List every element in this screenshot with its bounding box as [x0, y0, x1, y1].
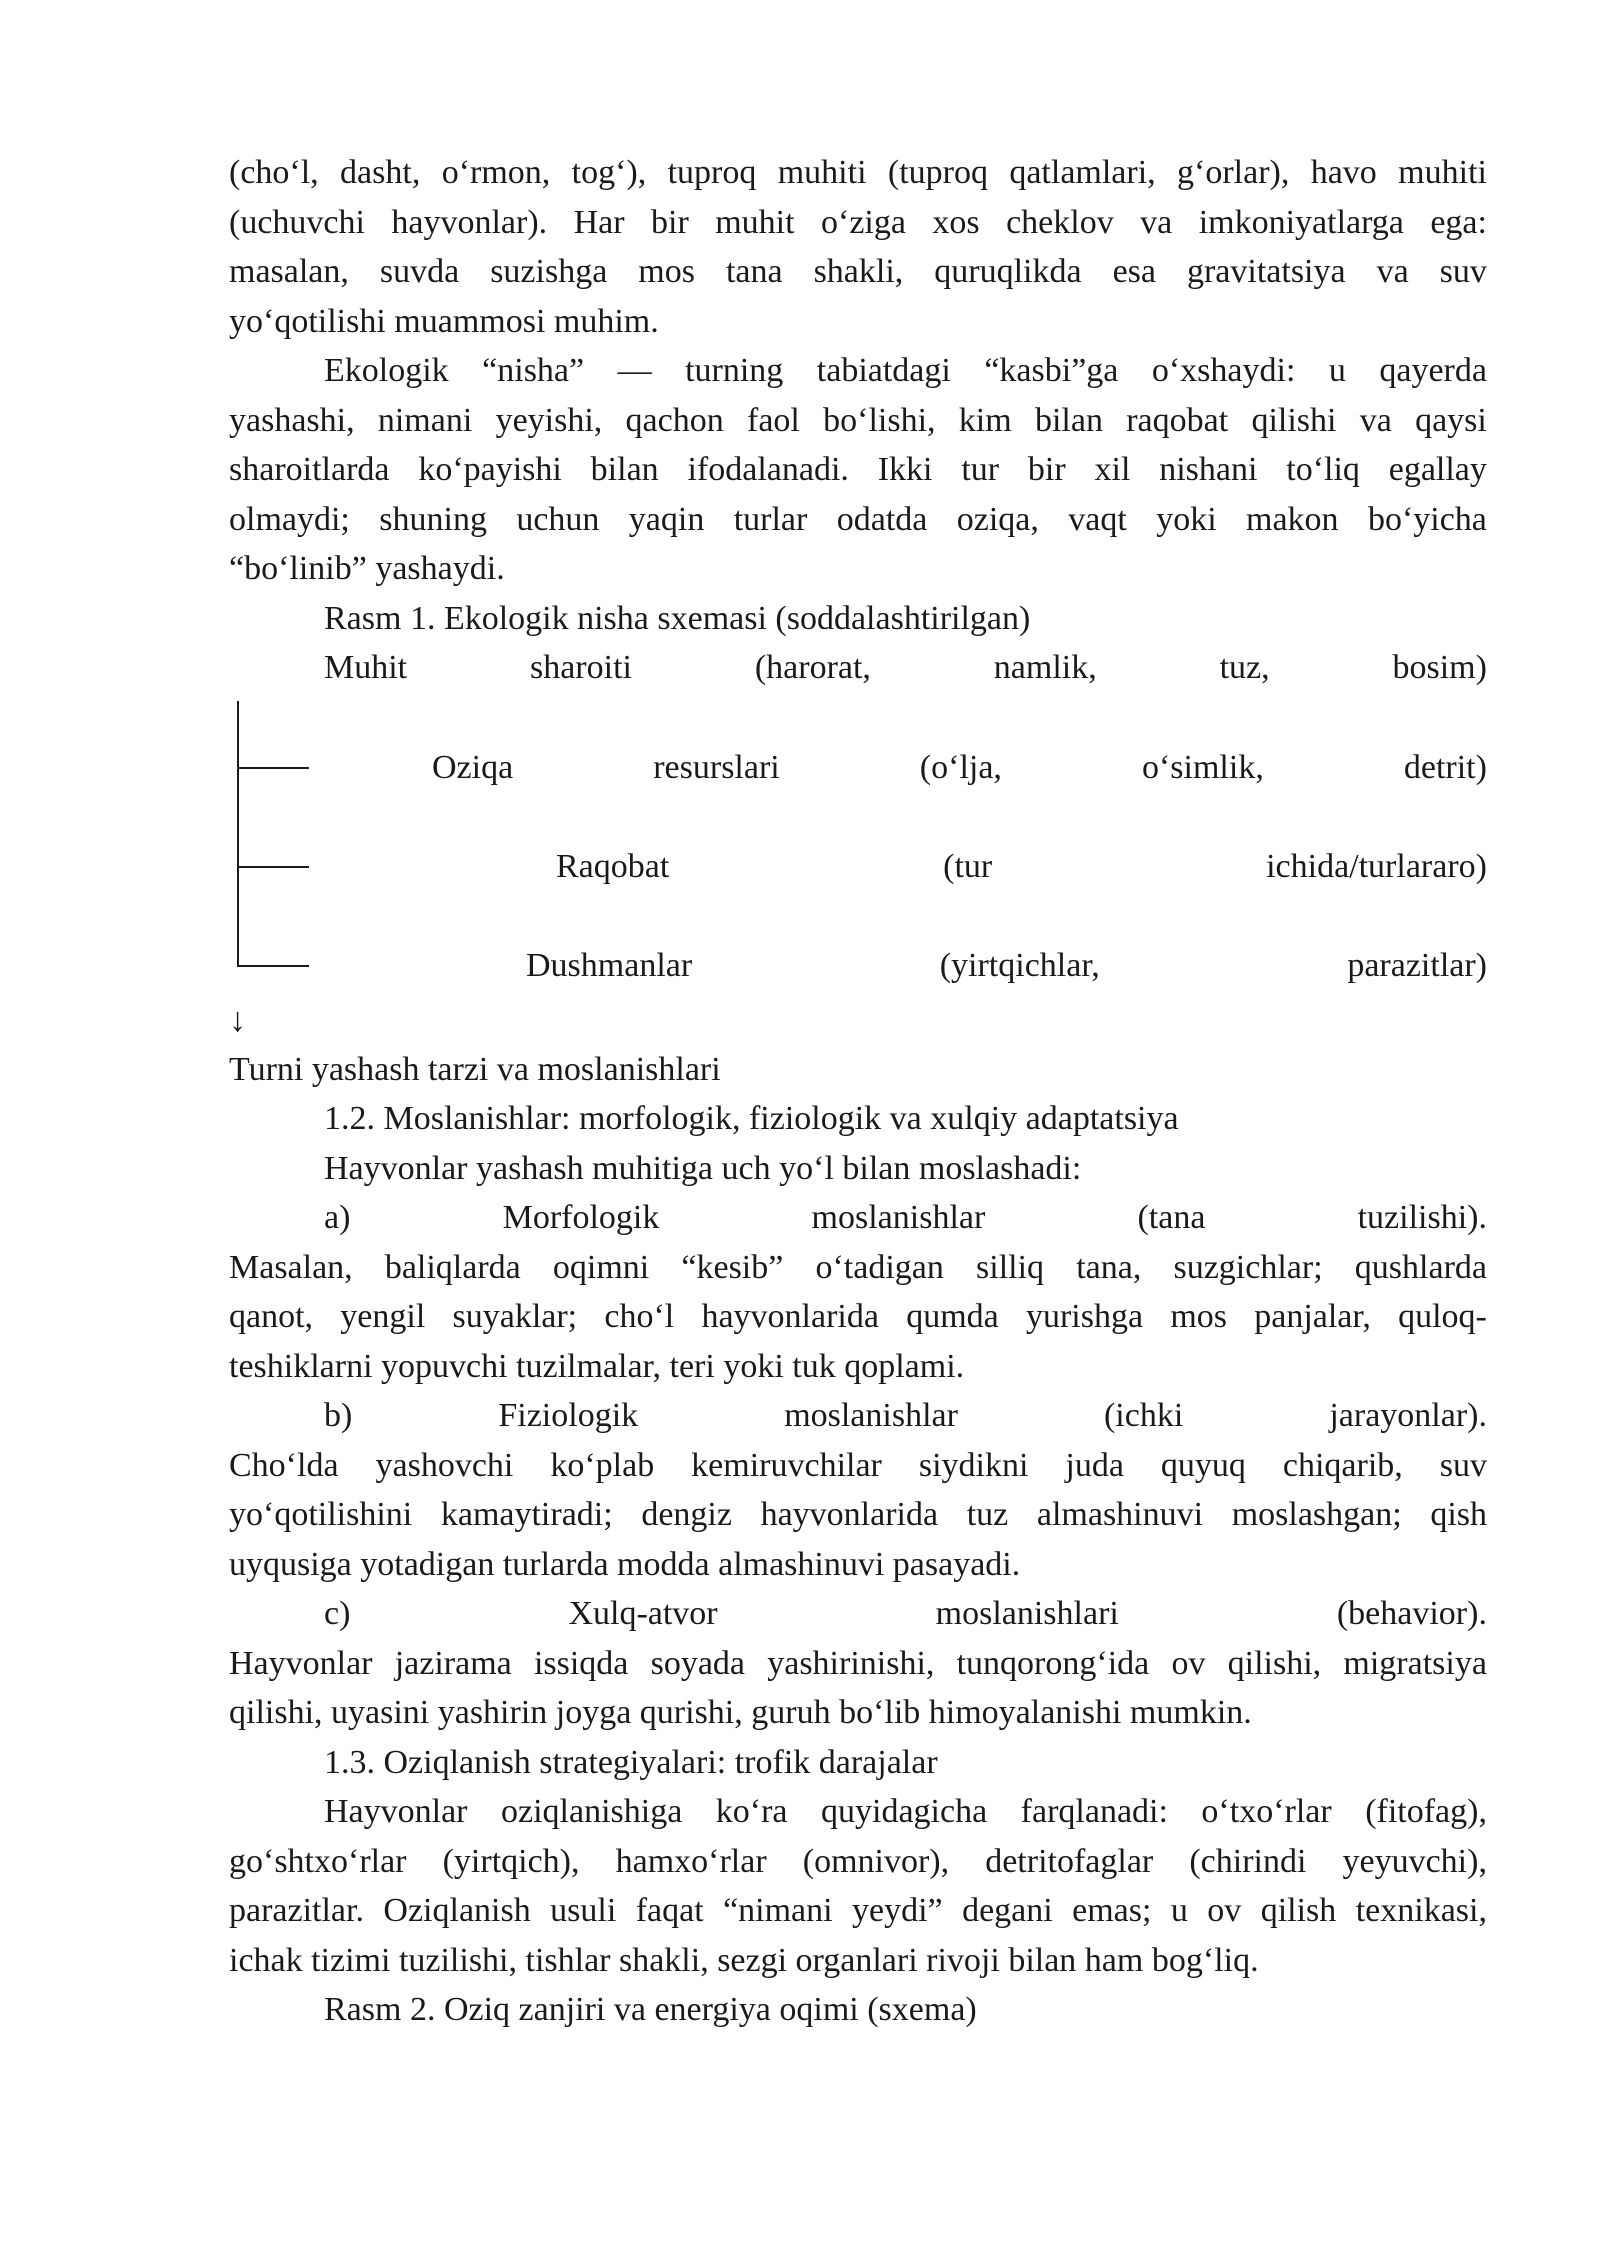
- text-line: “bo‘linib” yashaydi.: [229, 550, 505, 587]
- word: faol: [747, 401, 800, 439]
- word: shakli,: [813, 253, 904, 290]
- word: hayvonlarida: [760, 1496, 939, 1533]
- word: o‘xshaydi:: [1151, 352, 1296, 389]
- text-line: [229, 198, 1487, 248]
- word: yaqin: [628, 500, 705, 538]
- word: quyuq: [1160, 1446, 1246, 1484]
- word: baliqlarda: [384, 1248, 521, 1286]
- word: soyada: [650, 1644, 746, 1682]
- word: Muhit: [324, 649, 408, 686]
- word: suv: [1439, 1446, 1487, 1484]
- word: u: [1170, 1892, 1188, 1929]
- word: xos: [932, 203, 980, 241]
- text-line: [229, 495, 1487, 545]
- word: yengil: [340, 1298, 426, 1335]
- word: mos: [1170, 1298, 1227, 1335]
- word: qaysi: [1415, 401, 1487, 439]
- word: yeyuvchi),: [1342, 1842, 1487, 1880]
- word: va: [1140, 203, 1173, 241]
- word: texnikasi,: [1355, 1892, 1487, 1929]
- word: Morfologik: [502, 1199, 660, 1236]
- text-line: [324, 643, 1487, 693]
- word: issiqda: [533, 1644, 629, 1682]
- word: oziqlanishiga: [501, 1793, 683, 1830]
- word: Hayvonlar: [229, 1644, 373, 1682]
- word: (harorat,: [754, 649, 871, 686]
- word: qayerda: [1379, 352, 1487, 389]
- word: imkoniyatlarga: [1198, 203, 1404, 241]
- text-line: [324, 1787, 1487, 1837]
- word: nimani: [377, 401, 473, 439]
- word: (yirtqichlar,: [939, 946, 1100, 984]
- word: ifodalanadi.: [687, 451, 849, 488]
- word: yurishga: [1025, 1298, 1144, 1335]
- word: faqat: [635, 1892, 704, 1929]
- word: (tana: [1137, 1199, 1206, 1236]
- word: o‘txo‘rlar: [1201, 1793, 1332, 1830]
- text-line: [229, 445, 1487, 495]
- tree-vertical-line: [237, 867, 239, 966]
- word: yo‘qotilishini: [229, 1496, 413, 1533]
- word: Dushmanlar: [526, 946, 693, 984]
- word: a): [324, 1199, 351, 1236]
- word: c): [324, 1595, 351, 1632]
- tree-branch: [237, 866, 309, 868]
- word: degani: [962, 1892, 1053, 1929]
- text-line: uyqusiga yotadigan turlarda modda almashinuvi pasayadi.: [229, 1545, 1021, 1583]
- word: cheklov: [1006, 203, 1114, 241]
- text-line: qilishi, uyasini yashirin joyga qurishi, guruh bo‘lib himoyalanishi mumkin.: [229, 1694, 1252, 1731]
- word: hayvonlar).: [391, 203, 548, 241]
- word: Hayvonlar: [324, 1793, 468, 1830]
- word: nishani: [1159, 451, 1258, 488]
- word: quloq-: [1398, 1298, 1487, 1335]
- word: suzishga: [490, 253, 608, 290]
- tree-item: [526, 941, 1487, 991]
- text-line: [229, 396, 1487, 446]
- word: oziqa,: [956, 500, 1039, 538]
- word: makon: [1246, 500, 1339, 538]
- word: qish: [1430, 1496, 1487, 1533]
- word: suv: [1439, 253, 1487, 290]
- word: Raqobat: [556, 847, 670, 885]
- down-arrow-icon: ↓: [229, 1001, 246, 1039]
- word: hamxo‘rlar: [615, 1842, 767, 1880]
- word: (uchuvchi: [229, 203, 365, 241]
- word: qatlamlari,: [1009, 154, 1156, 191]
- word: sharoitlarda: [229, 451, 390, 488]
- word: (cho‘l,: [229, 154, 319, 191]
- text-line: [229, 1441, 1487, 1491]
- word: shuning: [379, 500, 487, 538]
- word: tana,: [1076, 1248, 1142, 1286]
- word: tog‘),: [571, 154, 647, 191]
- word: (yirtqich),: [442, 1842, 580, 1880]
- word: yeyishi,: [495, 401, 603, 439]
- word: qushlarda: [1354, 1248, 1487, 1286]
- word: tana: [725, 253, 783, 290]
- text-line: [229, 148, 1487, 198]
- word: detritofaglar: [985, 1842, 1154, 1880]
- word: quruqlikda: [934, 253, 1082, 290]
- word: panjalar,: [1254, 1298, 1371, 1335]
- word: jazirama: [394, 1644, 512, 1682]
- word: go‘shtxo‘rlar: [229, 1842, 407, 1880]
- word: ov: [1171, 1644, 1206, 1682]
- word: u: [1328, 352, 1346, 389]
- word: bo‘lishi,: [823, 401, 936, 439]
- word: raqobat: [1126, 401, 1229, 439]
- word: migratsiya: [1343, 1644, 1487, 1682]
- word: emas;: [1072, 1892, 1152, 1929]
- word: (chirindi: [1189, 1842, 1307, 1880]
- word: juda: [1065, 1446, 1124, 1484]
- word: va: [1376, 253, 1409, 290]
- word: tuzilishi).: [1357, 1199, 1487, 1236]
- text-line: yo‘qotilishi muammosi muhim.: [229, 302, 659, 340]
- tree-branch: [237, 965, 309, 967]
- word: ega:: [1430, 203, 1487, 241]
- tree-item: [432, 743, 1487, 793]
- word: o‘rmon,: [441, 154, 551, 191]
- word: suvda: [379, 253, 460, 290]
- word: Fiziologik: [498, 1397, 639, 1434]
- word: o‘simlik,: [1141, 748, 1264, 786]
- text-line: [229, 1292, 1487, 1342]
- word: suzgichlar;: [1173, 1248, 1323, 1286]
- text-line: [229, 1886, 1487, 1936]
- text-line: [324, 1193, 1487, 1243]
- text-line: [324, 346, 1487, 396]
- word: ichida/turlararo): [1266, 847, 1487, 885]
- word: ov: [1207, 1892, 1242, 1929]
- word: qumda: [906, 1298, 999, 1335]
- word: detrit): [1403, 748, 1487, 786]
- word: o‘tadigan: [815, 1248, 944, 1286]
- word: masalan,: [229, 253, 349, 290]
- word: mos: [638, 253, 695, 290]
- word: va: [1359, 401, 1392, 439]
- word: to‘liq: [1286, 451, 1360, 488]
- word: suyaklar;: [452, 1298, 578, 1335]
- text-line: teshiklarni yopuvchi tuzilmalar, teri yoki tuk qoplami.: [229, 1347, 965, 1385]
- word: parazitlar.: [229, 1892, 364, 1929]
- text-line: Rasm 1. Ekologik nisha sxemasi (soddalashtirilgan): [324, 599, 1031, 637]
- word: ko‘payishi: [418, 451, 562, 488]
- word: Har: [573, 203, 625, 241]
- word: yashashi,: [229, 401, 355, 439]
- word: yeydi”: [852, 1892, 943, 1929]
- word: kamaytiradi;: [440, 1496, 613, 1533]
- word: ko‘plab: [550, 1446, 655, 1484]
- word: bilan: [1034, 401, 1103, 439]
- word: qanot,: [229, 1298, 314, 1335]
- word: (behavior).: [1336, 1595, 1487, 1632]
- word: muhiti: [777, 154, 867, 191]
- word: muhiti: [1398, 154, 1487, 191]
- word: sharoiti: [529, 649, 632, 686]
- tree-branch: [237, 767, 309, 769]
- word: “kasbi”ga: [984, 352, 1119, 389]
- word: parazitlar): [1347, 946, 1487, 984]
- word: Oziqa: [432, 748, 514, 786]
- text-line: Turni yashash tarzi va moslanishlari: [229, 1050, 721, 1088]
- word: ko‘ra: [715, 1793, 788, 1830]
- word: esa: [1112, 253, 1156, 290]
- text-line: [229, 1837, 1487, 1887]
- word: qilishi,: [1227, 1644, 1322, 1682]
- word: bir: [1027, 451, 1066, 488]
- word: gravitatsiya: [1186, 253, 1346, 290]
- word: tur: [961, 451, 1000, 488]
- word: quyidagicha: [821, 1793, 988, 1830]
- word: “nisha”: [482, 352, 585, 389]
- word: vaqt: [1068, 500, 1127, 538]
- word: b): [324, 1397, 353, 1434]
- text-line: [229, 1243, 1487, 1293]
- tree-vertical-line: [237, 701, 239, 768]
- word: yashirinishi,: [767, 1644, 935, 1682]
- word: tuz: [966, 1496, 1009, 1533]
- word: bir: [651, 203, 689, 241]
- word: o‘ziga: [821, 203, 906, 241]
- word: resurslari: [653, 748, 780, 786]
- word: chiqarib,: [1282, 1446, 1403, 1484]
- text-line: [229, 1639, 1487, 1689]
- word: uchun: [516, 500, 600, 538]
- word: (tur: [943, 847, 993, 885]
- word: muhit: [715, 203, 795, 241]
- word: dengiz: [641, 1496, 732, 1533]
- text-line: [229, 247, 1487, 297]
- word: silliq: [976, 1248, 1045, 1286]
- tree-item: [556, 842, 1487, 892]
- word: olmaydi;: [229, 500, 350, 538]
- word: yoki: [1156, 500, 1217, 538]
- word: (fitofag),: [1365, 1793, 1487, 1830]
- word: (o‘lja,: [919, 748, 1002, 786]
- word: moslashgan;: [1231, 1496, 1402, 1533]
- word: moslanishlari: [935, 1595, 1119, 1632]
- word: (tuproq: [887, 154, 988, 191]
- word: egallay: [1388, 451, 1487, 488]
- word: tuproq: [667, 154, 757, 191]
- word: (ichki: [1103, 1397, 1184, 1434]
- word: farqlanadi:: [1020, 1793, 1168, 1830]
- text-line: Hayvonlar yashash muhitiga uch yo‘l bilan moslashadi:: [324, 1149, 1082, 1187]
- text-line: [324, 1589, 1487, 1639]
- word: hayvonlarida: [701, 1298, 879, 1335]
- word: tuz,: [1219, 649, 1270, 686]
- word: turning: [685, 352, 784, 389]
- word: bilan: [590, 451, 659, 488]
- word: qilish: [1260, 1892, 1337, 1929]
- word: kim: [958, 401, 1012, 439]
- word: Ikki: [877, 451, 933, 488]
- word: siydikni: [918, 1446, 1029, 1484]
- tree-vertical-line: [237, 768, 239, 867]
- word: tabiatdagi: [816, 352, 951, 389]
- word: tunqorong‘ida: [956, 1644, 1150, 1682]
- word: qachon: [625, 401, 724, 439]
- word: (omnivor),: [802, 1842, 950, 1880]
- word: dasht,: [340, 154, 421, 191]
- word: Ekologik: [324, 352, 449, 389]
- word: Cho‘lda: [229, 1446, 339, 1484]
- text-line: 1.3. Oziqlanish strategiyalari: trofik darajalar: [324, 1743, 938, 1781]
- word: “nimani: [723, 1892, 833, 1929]
- word: kemiruvchilar: [691, 1446, 882, 1484]
- word: g‘orlar),: [1177, 154, 1290, 191]
- text-line: Rasm 2. Oziq zanjiri va energiya oqimi (sxema): [324, 1991, 977, 2028]
- word: namlik,: [993, 649, 1097, 686]
- word: usuli: [550, 1892, 617, 1929]
- word: Masalan,: [229, 1248, 353, 1286]
- word: jarayonlar).: [1329, 1397, 1487, 1434]
- word: havo: [1310, 154, 1377, 191]
- word: oqimni: [552, 1248, 650, 1286]
- word: “kesib”: [681, 1248, 784, 1286]
- text-line: ichak tizimi tuzilishi, tishlar shakli, sezgi organlari rivoji bilan ham bog‘liq.: [229, 1941, 1259, 1979]
- word: cho‘l: [604, 1298, 675, 1335]
- word: almashinuvi: [1036, 1496, 1204, 1533]
- word: qilishi: [1251, 401, 1337, 439]
- word: yashovchi: [375, 1446, 514, 1484]
- word: Oziqlanish: [383, 1892, 531, 1929]
- word: —: [617, 352, 652, 389]
- word: bo‘yicha: [1367, 500, 1487, 538]
- word: Xulq-atvor: [568, 1595, 718, 1632]
- text-line: 1.2. Moslanishlar: morfologik, fiziologik va xulqiy adaptatsiya: [324, 1100, 1179, 1137]
- word: turlar: [733, 500, 808, 538]
- word: odatda: [836, 500, 928, 538]
- text-line: [229, 1490, 1487, 1540]
- word: xil: [1094, 451, 1131, 488]
- word: bosim): [1392, 649, 1487, 686]
- text-line: [324, 1391, 1487, 1441]
- word: moslanishlar: [811, 1199, 986, 1236]
- word: moslanishlar: [784, 1397, 958, 1434]
